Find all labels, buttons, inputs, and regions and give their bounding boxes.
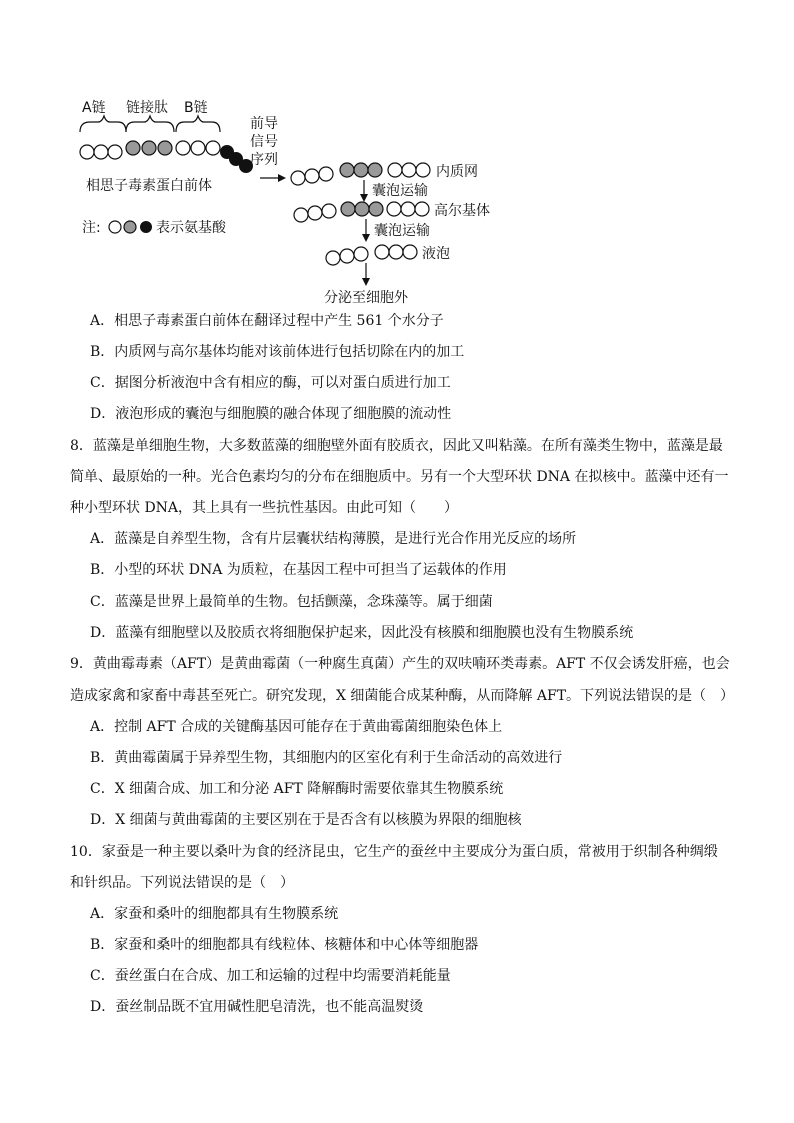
note-black-circle xyxy=(140,221,152,233)
label-precursor: 相思子毒素蛋白前体 xyxy=(86,178,212,194)
q7-option-d: D．液泡形成的囊泡与细胞膜的融合体现了细胞膜的流动性 xyxy=(90,406,452,422)
label-vesicle-2: 囊泡运输 xyxy=(374,223,430,239)
label-signal-3: 序列 xyxy=(250,152,278,168)
precursor-chain xyxy=(80,141,253,173)
vacuole-chain xyxy=(326,245,417,265)
label-golgi: 高尔基体 xyxy=(434,203,490,219)
note-gray-circle xyxy=(124,221,136,233)
arrow-secretion-head xyxy=(362,278,370,286)
q9-option-c: C．X 细菌合成、加工和分泌 AFT 降解酶时需要依靠其生物膜系统 xyxy=(90,781,504,797)
q8-option-a: A．蓝藻是自养型生物，含有片层囊状结构薄膜，是进行光合作用光反应的场所 xyxy=(90,531,577,547)
label-signal-2: 信号 xyxy=(250,134,278,150)
arrow-to-er-head xyxy=(278,174,286,182)
q8-option-c: C．蓝藻是世界上最简单的生物。包括颤藻，念珠藻等。属于细菌 xyxy=(90,594,493,610)
arrow-er-golgi-head xyxy=(360,194,368,202)
q9-option-d: D．X 细菌与黄曲霉菌的主要区别在于是否含有以核膜为界限的细胞核 xyxy=(90,812,522,828)
q7-option-c: C．据图分析液泡中含有相应的酶，可以对蛋白质进行加工 xyxy=(90,375,451,391)
brace-linker xyxy=(126,116,174,132)
diagram-svg xyxy=(60,88,580,308)
er-chain xyxy=(291,163,430,185)
label-note-text: 表示氨基酸 xyxy=(156,220,226,236)
q9-stem-line-2: 造成家禽和家畜中毒甚至死亡。研究发现，X 细菌能合成某种酶，从而降解 AFT。下列说法错误的是（ ） xyxy=(70,688,735,704)
label-vacuole: 液泡 xyxy=(422,246,450,262)
label-a-chain: A链 xyxy=(82,100,106,116)
q9-stem-line-1: 9．黄曲霉毒素（AFT）是黄曲霉菌（一种腐生真菌）产生的双呋喃环类毒素。AFT 不仅会诱发肝癌，也会 xyxy=(70,656,730,672)
q10-option-d: D．蚕丝制品既不宜用碱性肥皂清洗，也不能高温熨烫 xyxy=(90,999,424,1015)
q8-option-d: D．蓝藻有细胞壁以及胶质衣将细胞保护起来，因此没有核膜和细胞膜也没有生物膜系统 xyxy=(90,625,634,641)
q7-option-a: A．相思子毒素蛋白前体在翻译过程中产生 561 个水分子 xyxy=(90,313,444,329)
arrow-golgi-vacuole-head xyxy=(362,234,370,242)
golgi-chain xyxy=(294,202,429,222)
q10-option-a: A．家蚕和桑叶的细胞都具有生物膜系统 xyxy=(90,906,339,922)
note-white-circle xyxy=(109,221,121,233)
label-note: 注: xyxy=(82,220,101,236)
label-er: 内质网 xyxy=(436,164,478,180)
label-secretion: 分泌至细胞外 xyxy=(324,290,408,306)
q10-option-b: B．家蚕和桑叶的细胞都具有线粒体、核糖体和中心体等细胞器 xyxy=(90,937,479,953)
q8-stem-line-2: 简单、最原始的一种。光合色素均匀的分布在细胞质中。另有一个大型环状 DNA 在拟核中。蓝藻中还有一 xyxy=(70,469,729,485)
q8-stem-line-1: 8．蓝藻是单细胞生物，大多数蓝藻的细胞壁外面有胶质衣，因此又叫粘藻。在所有藻类生物中，蓝藻是最 xyxy=(70,438,723,454)
q10-stem-line-2: 和针织品。下列说法错误的是（ ） xyxy=(70,875,294,891)
q7-option-b: B．内质网与高尔基体均能对该前体进行包括切除在内的加工 xyxy=(90,344,465,360)
q9-option-b: B．黄曲霉菌属于异养型生物，其细胞内的区室化有利于生命活动的高效进行 xyxy=(90,750,563,766)
label-linker: 链接肽 xyxy=(126,100,168,116)
brace-b xyxy=(176,116,220,132)
label-signal-1: 前导 xyxy=(250,116,278,132)
protein-processing-diagram xyxy=(60,88,580,308)
brace-a xyxy=(80,116,126,132)
q8-option-b: B．小型的环状 DNA 为质粒，在基因工程中可担当了运载体的作用 xyxy=(90,562,507,578)
q10-stem-line-1: 10．家蚕是一种主要以桑叶为食的经济昆虫，它生产的蚕丝中主要成分为蛋白质，常被用于织制各种绸缎 xyxy=(70,844,718,860)
q8-stem-line-3: 种小型环状 DNA，其上具有一些抗性基因。由此可知（ ） xyxy=(70,500,459,516)
label-vesicle-1: 囊泡运输 xyxy=(372,183,428,199)
label-b-chain: B链 xyxy=(184,100,208,116)
q9-option-a: A．控制 AFT 合成的关键酶基因可能存在于黄曲霉菌细胞染色体上 xyxy=(90,719,503,735)
q10-option-c: C．蚕丝蛋白在合成、加工和运输的过程中均需要消耗能量 xyxy=(90,968,451,984)
